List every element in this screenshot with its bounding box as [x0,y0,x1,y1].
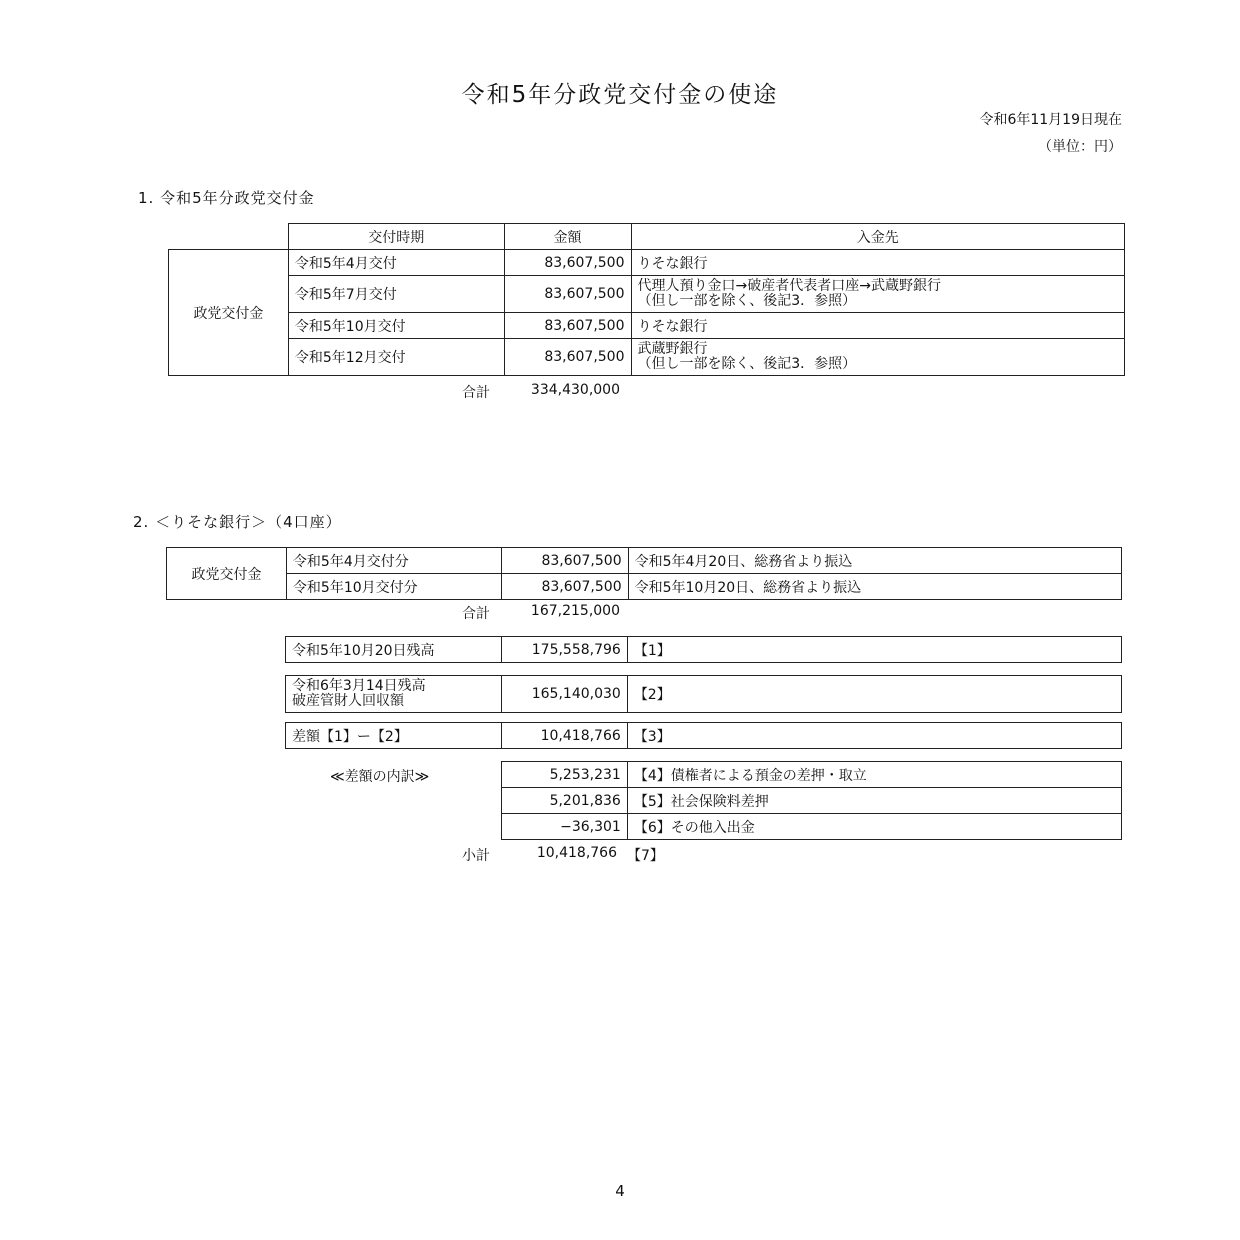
table-row [502,788,1122,814]
subtotal-value: 10,418,766 [536,845,617,861]
breakdown-desc: 【4】債権者による預金の差押・取立 [627,762,1121,788]
amount-cell: 83,607,500 [504,339,631,376]
table-row [502,814,1122,840]
balance2-table [285,675,1122,713]
breakdown-desc: 【5】社会保険料差押 [627,788,1121,814]
subtotal-tag: 【7】 [627,848,664,864]
destination-note: （但し一部を除く、後記3．参照） [637,356,857,372]
table-row [167,574,1122,600]
section2-total-label: 合計 [462,606,490,622]
table-row [286,723,1122,749]
table-row [169,276,1125,313]
amount-cell: 83,607,500 [501,548,628,574]
balance-label-line1: 令和6年3月14日残高 [292,678,426,694]
difference-tag: 【3】 [627,723,1121,749]
note-cell: 令和5年10月20日、総務省より振込 [628,574,1121,600]
balance-amount: 165,140,030 [501,676,627,713]
group-label: 政党交付金 [167,548,287,600]
destination-note: （但し一部を除く、後記3．参照） [637,293,857,309]
difference-table [285,722,1122,749]
destination-cell [631,339,1125,376]
balance-label [286,676,502,713]
amount-cell: 83,607,500 [504,313,631,339]
table-row [286,676,1122,713]
table-row [169,250,1125,276]
as-of-date: 令和6年11月19日現在 [979,112,1122,128]
subtotal-label: 小計 [462,848,490,864]
period-cell: 令和5年10月交付分 [286,574,501,600]
destination-cell [631,276,1125,313]
table-row [286,637,1122,663]
section2-table [166,547,1122,600]
section2-heading: 2. ＜りそな銀行＞（4口座） [133,513,342,531]
period-cell: 令和5年10月交付 [288,313,504,339]
note-cell: 令和5年4月20日、総務省より振込 [628,548,1121,574]
table-row [169,339,1125,376]
period-cell: 令和5年4月交付分 [286,548,501,574]
amount-cell: 83,607,500 [501,574,628,600]
header-period: 交付時期 [288,224,504,250]
table-header-row [169,224,1125,250]
breakdown-desc: 【6】その他入出金 [627,814,1121,840]
breakdown-amount: 5,253,231 [502,762,628,788]
page-number: 4 [615,1182,625,1200]
difference-amount: 10,418,766 [501,723,627,749]
balance-label-line2: 破産管財人回収額 [292,693,404,709]
breakdown-amount: 5,201,836 [502,788,628,814]
amount-cell: 83,607,500 [504,276,631,313]
period-cell: 令和5年12月交付 [288,339,504,376]
table-row [502,762,1122,788]
blank-cell [169,224,289,250]
unit-note: （単位：円） [1038,139,1122,155]
section2-total-value: 167,215,000 [530,603,620,619]
section1-total-label: 合計 [462,385,490,401]
breakdown-label: ≪差額の内訳≫ [330,769,430,785]
table-row [169,313,1125,339]
page-title: 令和5年分政党交付金の使途 [461,82,779,108]
breakdown-amount: −36,301 [502,814,628,840]
period-cell: 令和5年4月交付 [288,250,504,276]
section1-heading: 1. 令和5年分政党交付金 [138,189,315,207]
header-destination: 入金先 [631,224,1125,250]
balance1-table [285,636,1122,663]
balance-tag: 【1】 [627,637,1121,663]
destination-line: 代理人預り金口→破産者代表者口座→武蔵野銀行 [637,278,941,294]
breakdown-table [501,761,1122,840]
group-label: 政党交付金 [169,250,289,376]
balance-tag: 【2】 [627,676,1121,713]
table-row [167,548,1122,574]
balance-amount: 175,558,796 [501,637,627,663]
header-amount: 金額 [504,224,631,250]
destination-line: 武蔵野銀行 [637,341,708,357]
difference-label: 差額【1】ー【2】 [286,723,502,749]
balance-label: 令和5年10月20日残高 [286,637,502,663]
section1-table [168,223,1125,376]
amount-cell: 83,607,500 [504,250,631,276]
section1-total-value: 334,430,000 [530,382,620,398]
destination-cell: りそな銀行 [631,313,1125,339]
destination-cell: りそな銀行 [631,250,1125,276]
period-cell: 令和5年7月交付 [288,276,504,313]
